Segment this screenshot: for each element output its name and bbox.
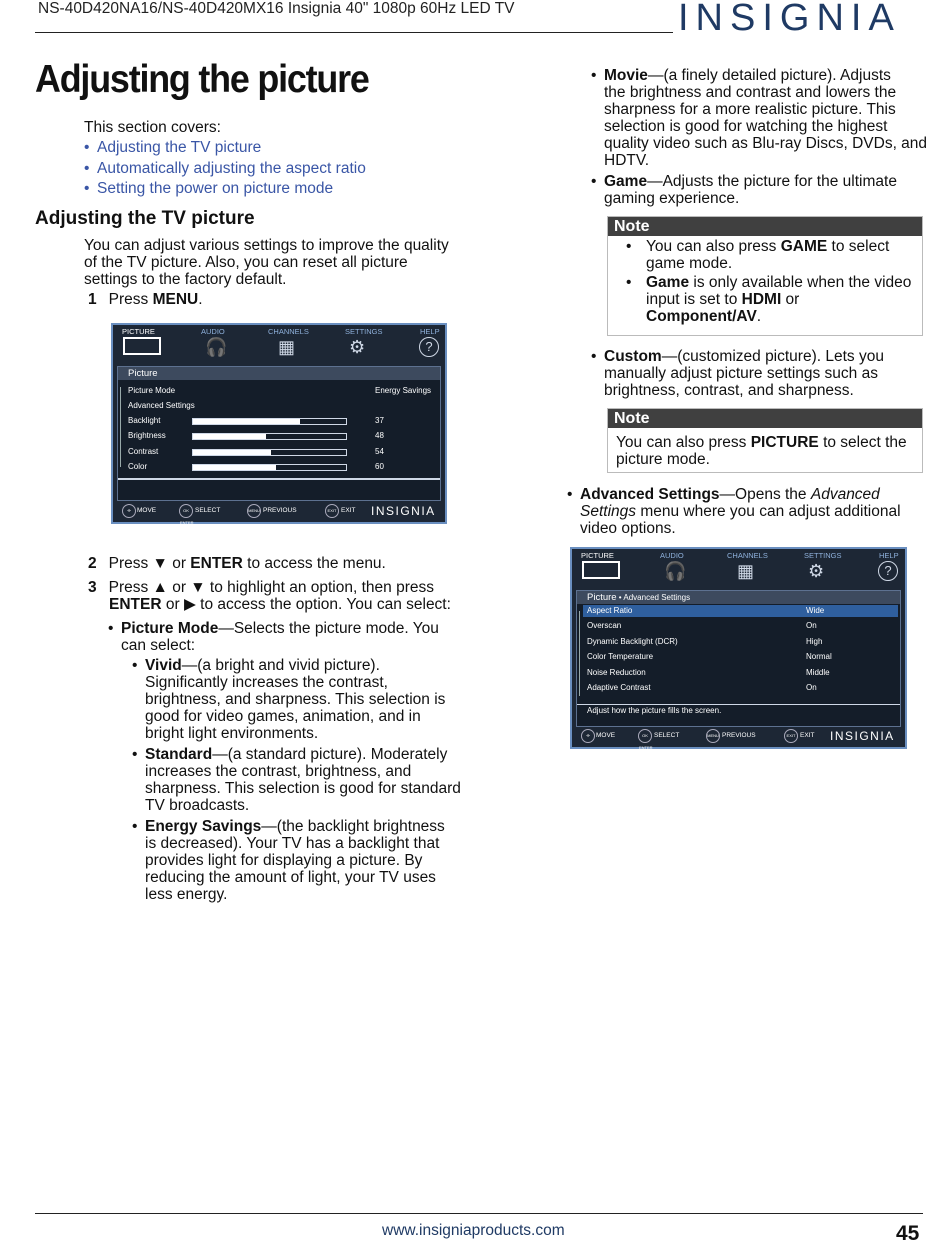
custom-item: • Custom—(customized picture). Lets you manually adjust picture settings such as brightness, contrast, and sharpness.	[591, 348, 884, 399]
toc-links	[84, 139, 366, 201]
footer-previous: PREVIOUS	[722, 732, 756, 739]
gear-icon: ⚙	[808, 561, 825, 581]
note-box-game: Note • You can also press GAME to select game mode. • Game is only available when the video input is set to HDMI or Component/AV.	[607, 216, 923, 336]
menu-row-label: Noise Reduction	[587, 667, 646, 677]
menu-row-value: Normal	[806, 652, 832, 662]
menu-slider-fill	[193, 419, 300, 424]
menu-slider-value: 37	[375, 416, 384, 425]
toc-link-1[interactable]: • Adjusting the TV picture	[84, 139, 262, 156]
help-icon: ?	[878, 561, 898, 581]
panel-title: Picture	[118, 367, 440, 380]
menu-row-value: On	[806, 683, 817, 692]
page-title: Adjusting the picture	[35, 58, 369, 101]
menu-row-label: Color Temperature	[587, 652, 654, 662]
tv-icon	[582, 561, 620, 579]
headphones-icon: 🎧	[205, 337, 228, 357]
menu-row-value: On	[806, 621, 817, 631]
tv-icon	[123, 337, 161, 355]
menu-row-label: Adaptive Contrast	[587, 683, 651, 692]
tab-channels: CHANNELS	[727, 551, 768, 560]
menu-slider-label: Brightness	[128, 431, 166, 441]
headphones-icon: 🎧	[664, 561, 687, 581]
menu-button-icon: MENU	[706, 729, 720, 743]
menu-slider-fill	[193, 434, 266, 439]
tab-settings: SETTINGS	[345, 327, 383, 336]
menu-brand: INSIGNIA	[830, 729, 895, 743]
menu-row-value: Middle	[806, 667, 830, 677]
tab-help: HELP	[879, 551, 899, 560]
menu-row-value: High	[806, 636, 823, 646]
footer-move: MOVE	[596, 732, 616, 739]
brand-logo: INSIGNIA	[678, 0, 901, 39]
header-rule	[35, 32, 673, 33]
covers-text: This section covers:	[84, 119, 221, 136]
ok-button-icon: OK ENTER	[179, 504, 193, 518]
remote-icon: ▦	[737, 561, 755, 581]
tab-help: HELP	[420, 327, 440, 336]
footer-url[interactable]: www.insigniaproducts.com	[382, 1222, 565, 1239]
menu-row-label: Overscan	[587, 621, 622, 631]
menu-row-label: Aspect Ratio	[587, 606, 633, 615]
exit-button-icon: EXIT	[325, 504, 339, 518]
standard-item: • Standard—(a standard picture). Moderately increases the contrast, brightness, and sharpness. This selection is good for standard TV broadcasts.	[132, 746, 461, 814]
menu-slider-fill	[193, 465, 276, 470]
energy-savings-item: • Energy Savings—(the backlight brightness is decreased). Your TV has a backlight that provides light for displaying a picture. By reducing the amount of light, your TV uses less energy.	[132, 818, 445, 903]
footer-select: SELECT	[654, 732, 680, 739]
footer-exit: EXIT	[341, 507, 356, 514]
remote-icon: ▦	[278, 337, 296, 357]
footer-rule	[35, 1213, 923, 1214]
toc-link-3[interactable]: • Setting the power on picture mode	[84, 180, 334, 197]
menu-slider-bar	[192, 464, 347, 471]
section-heading: Adjusting the TV picture	[35, 208, 255, 229]
tab-picture: PICTURE	[122, 327, 155, 336]
menu-slider-label: Backlight	[128, 416, 161, 425]
menu-slider-bar	[192, 433, 347, 440]
tab-audio: AUDIO	[201, 327, 225, 336]
tab-settings: SETTINGS	[804, 551, 842, 560]
toc-link-2[interactable]: • Automatically adjusting the aspect ratio	[84, 159, 366, 177]
menu-hint: Adjust how the picture fills the screen.	[587, 706, 722, 715]
menu-advanced-settings: Advanced Settings	[128, 401, 195, 410]
advanced-settings-menu-screenshot	[570, 547, 907, 749]
panel-title: Picture • Advanced Settings	[577, 591, 900, 604]
tab-picture: PICTURE	[581, 551, 614, 560]
exit-button-icon: EXIT	[784, 729, 798, 743]
note-box-picture: Note You can also press PICTURE to select the picture mode.	[607, 408, 923, 473]
menu-row-label: Dynamic Backlight (DCR)	[587, 636, 678, 646]
menu-slider-value: 60	[375, 461, 384, 471]
menu-row-value: Wide	[806, 606, 825, 615]
menu-slider-value: 48	[375, 431, 384, 441]
advanced-settings-item: • Advanced Settings—Opens the Advanced Settings menu where you can adjust additional video options.	[567, 486, 901, 537]
menu-brand: INSIGNIA	[371, 504, 436, 518]
menu-slider-bar	[192, 449, 347, 456]
note-heading: Note	[608, 409, 922, 428]
note-heading: Note	[608, 217, 922, 236]
menu-slider-value: 54	[375, 446, 384, 456]
section-paragraph: You can adjust various settings to improve the quality of the TV picture. Also, you can reset all picture settings to the factory default.	[84, 237, 449, 288]
menu-button-icon: MENU	[247, 504, 261, 518]
footer-move: MOVE	[137, 507, 157, 514]
footer-previous: PREVIOUS	[263, 507, 297, 514]
move-button-icon: ✣	[122, 504, 136, 518]
movie-item: • Movie—(a finely detailed picture). Adjusts the brightness and contrast and lowers the sharpness for a more realistic picture. This selection is good for watching the highest quality video such as Blu-ray Discs, DVDs, and HDTV.	[591, 67, 928, 169]
help-icon: ?	[419, 337, 439, 357]
picture-menu-screenshot	[111, 323, 447, 524]
header-model-title: NS-40D420NA16/NS-40D420MX16 Insignia 40" 1080p 60Hz LED TV	[38, 0, 515, 17]
step-3: 3 Press ▲ or ▼ to highlight an option, then press ENTER or ▶ to access the option. You can select:	[88, 579, 451, 613]
page-number: 45	[896, 1222, 920, 1245]
step-1: 1 Press MENU.	[88, 291, 203, 308]
footer-select: SELECT	[195, 507, 221, 514]
menu-slider-label: Contrast	[128, 446, 159, 456]
gear-icon: ⚙	[349, 337, 366, 357]
ok-button-icon: OK ENTER	[638, 729, 652, 743]
menu-picture-mode-value: Energy Savings	[375, 386, 432, 395]
footer-exit: EXIT	[800, 732, 815, 739]
step-2: 2 Press ▼ or ENTER to access the menu.	[88, 555, 386, 572]
tab-audio: AUDIO	[660, 551, 684, 560]
vivid-item: • Vivid—(a bright and vivid picture). Significantly increases the contrast, brightness, and sharpness. This selection is good for video games, animation, and in bright light environments.	[132, 657, 446, 742]
menu-slider-fill	[193, 450, 271, 455]
tab-channels: CHANNELS	[268, 327, 309, 336]
menu-picture-mode: Picture Mode	[128, 386, 176, 395]
move-button-icon: ✣	[581, 729, 595, 743]
menu-slider-label: Color	[128, 461, 148, 471]
picture-mode-item: • Picture Mode—Selects the picture mode. You can select:	[108, 620, 439, 654]
game-item: • Game—Adjusts the picture for the ultimate gaming experience.	[591, 173, 897, 207]
menu-slider-bar	[192, 418, 347, 425]
